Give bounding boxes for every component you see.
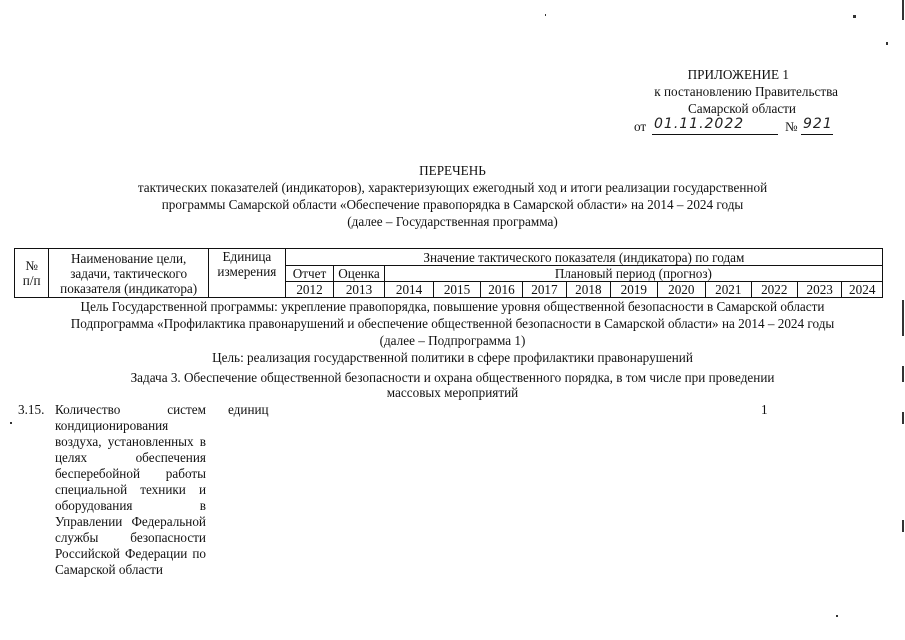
year-2016: 2016 [480,282,522,298]
year-2012: 2012 [285,282,334,298]
number-handwritten: 921 [803,116,833,132]
number-field [801,117,833,135]
year-2014: 2014 [384,282,434,298]
year-2022: 2022 [751,282,797,298]
year-2024: 2024 [842,282,883,298]
indicator-name: Количество систем кондиционирования воздуха, установленных в целях обеспечения бесперебойной работы специальной техники и оборудования в Управлении Федеральной службы безопасности Российской Федерации по Самарской области [55,402,206,577]
scan-speck [886,42,888,45]
task-line-1: Задача 3. Обеспечение общественной безопасности и охрана общественного порядка, в том числе при проведении [130,370,775,385]
scan-edge-mark [902,412,904,424]
scan-edge-mark [902,300,904,336]
task-line-2: массовых мероприятий [386,385,519,400]
unit-column-header: Единица измерения [208,249,285,298]
scan-speck [545,14,546,16]
year-2021: 2021 [706,282,751,298]
year-2020: 2020 [657,282,706,298]
date-handwritten: 01.11.2022 [654,116,745,132]
title-line-3: (далее – Государственная программа) [347,214,558,229]
indicators-table-header [14,248,883,298]
subprogram-goal: Цель: реализация государственной политики в сфере профилактики правонарушений [212,350,693,365]
year-2013: 2013 [334,282,385,298]
subprogram-line-1: Подпрограмма «Профилактика правонарушений и обеспечение общественной безопасности в Самарской области» на 2014 – 2024 годы [70,316,835,331]
number-column-header: № п/п [15,249,49,298]
planned-period-header: Плановый период (прогноз) [384,266,882,282]
list-title: ПЕРЕЧЕНЬ [419,163,486,178]
indicator-unit: единиц [228,402,269,417]
scan-edge-mark [902,520,904,532]
year-2019: 2019 [611,282,657,298]
resolution-line: к постановлению Правительства [654,84,838,99]
scan-speck [10,422,12,424]
scan-speck [836,615,838,617]
number-label: № [785,119,798,134]
report-header: Отчет [285,266,334,282]
subprogram-line-2: (далее – Подпрограмма 1) [379,333,526,348]
year-2018: 2018 [566,282,610,298]
date-field [652,117,778,135]
name-column-header: Наименование цели, задачи, тактического показателя (индикатора) [49,249,209,298]
appendix-title: ПРИЛОЖЕНИЕ 1 [687,67,789,82]
title-line-1: тактических показателей (индикаторов), характеризующих ежегодный ход и итоги реализации государственной [137,180,768,195]
title-line-2: программы Самарской области «Обеспечение правопорядка в Самарской области» на 2014 – 2024 годы [161,197,744,212]
region-line: Самарской области [688,101,796,116]
value-2022: 1 [761,402,768,417]
program-goal: Цель Государственной программы: укрепление правопорядка, повышение уровня общественной безопасности в Самарской области [80,299,825,314]
year-2017: 2017 [523,282,566,298]
values-by-year-header: Значение тактического показателя (индикатора) по годам [285,249,882,266]
year-2015: 2015 [434,282,480,298]
year-2023: 2023 [797,282,841,298]
estimate-header: Оценка [334,266,385,282]
scan-speck [853,15,856,18]
from-label: от [634,119,647,134]
row-number: 3.15. [18,402,45,417]
scan-edge-mark [902,0,904,20]
scan-edge-mark [902,366,904,382]
